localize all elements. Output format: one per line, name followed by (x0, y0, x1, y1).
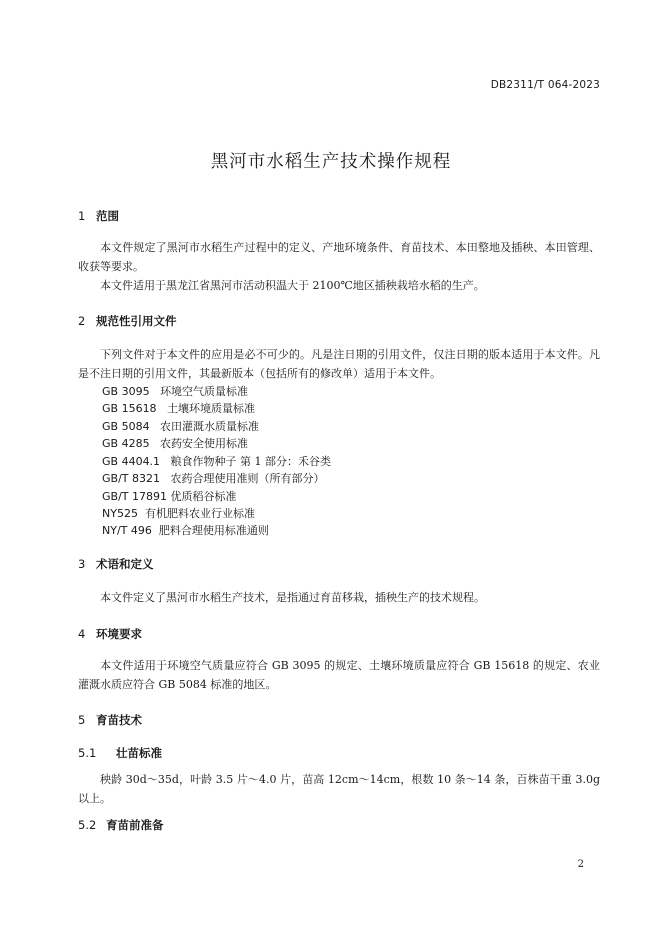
section-4-heading (78, 626, 142, 642)
reference-item (102, 470, 325, 486)
section-title: 育苗前准备 (106, 818, 164, 832)
reference-title: 有机肥料农业行业标准 (144, 507, 255, 520)
section-1-paragraph-2: 本文件适用于黑龙江省黑河市活动积温大于 2100℃地区插秧栽培水稻的生产。 (100, 279, 485, 292)
reference-title: 土壤环境质量标准 (167, 402, 256, 415)
section-title: 范围 (96, 209, 119, 223)
reference-item (102, 418, 259, 434)
reference-title: 肥料合理使用标准通则 (158, 524, 269, 537)
section-title: 环境要求 (96, 627, 142, 641)
reference-title: 农药安全使用标准 (160, 437, 249, 450)
reference-code: GB 5084 (102, 420, 150, 433)
section-5-heading (78, 712, 142, 728)
section-number: 3 (78, 557, 86, 571)
reference-item (102, 435, 248, 451)
reference-item (102, 400, 255, 416)
section-number: 4 (78, 627, 86, 641)
section-number: 1 (78, 209, 86, 223)
section-3-heading (78, 556, 154, 572)
document-title: 黑河市水稻生产技术操作规程 (210, 152, 452, 172)
reference-item (102, 488, 237, 504)
reference-code: GB 3095 (102, 385, 150, 398)
reference-item (102, 505, 255, 521)
page-number: 2 (577, 859, 584, 870)
section-5-1-heading (78, 745, 162, 761)
reference-item (102, 383, 248, 399)
reference-title: 环境空气质量标准 (160, 385, 249, 398)
reference-code: GB/T 8321 (102, 472, 160, 485)
reference-item (102, 453, 331, 469)
reference-code: NY/T 496 (102, 524, 152, 537)
section-5-2-heading (78, 817, 164, 833)
section-4-paragraph-1: 本文件适用于环境空气质量应符合 GB 3095 的规定、土壤环境质量应符合 GB 15618 的规定、农业灌溉水质应符合 GB 5084 标准的地区。 (78, 659, 600, 691)
reference-code: GB 4404.1 (102, 455, 161, 468)
reference-title: 农田灌溉水质量标准 (160, 420, 260, 433)
section-title: 育苗技术 (96, 713, 142, 727)
reference-code: NY525 (102, 507, 138, 520)
section-title: 规范性引用文件 (96, 314, 177, 328)
document-code: DB2311/T 064-2023 (490, 79, 600, 91)
section-1-heading (78, 208, 119, 224)
reference-item (102, 522, 269, 538)
section-2-paragraph-1: 下列文件对于本文件的应用是必不可少的。凡是注日期的引用文件，仅注日期的版本适用于本文件。凡是不注日期的引用文件，其最新版本（包括所有的修改单）适用于本文件。 (78, 348, 600, 380)
section-number: 5.1 (78, 746, 97, 760)
section-title: 术语和定义 (96, 557, 154, 571)
reference-title: 农药合理使用准则（所有部分） (170, 472, 325, 485)
reference-code: GB 4285 (102, 437, 150, 450)
reference-code: GB 15618 (102, 402, 157, 415)
reference-title: 粮食作物种子 第 1 部分：禾谷类 (170, 455, 332, 468)
section-title: 壮苗标准 (116, 746, 162, 760)
reference-code: GB/T 17891 (102, 490, 167, 503)
section-5-1-paragraph-1: 秧龄 30d～35d，叶龄 3.5 片～4.0 片，苗高 12cm～14cm，根数 10 条～14 条，百株苗干重 3.0g 以上。 (78, 773, 600, 805)
section-number: 5 (78, 713, 86, 727)
section-3-paragraph-1: 本文件定义了黑河市水稻生产技术，是指通过育苗移栽，插秧生产的技术规程。 (100, 591, 485, 604)
section-2-heading (78, 313, 177, 329)
section-1-paragraph-1: 本文件规定了黑河市水稻生产过程中的定义、产地环境条件、育苗技术、本田整地及插秧、本田管理、收获等要求。 (78, 241, 600, 273)
reference-title: 优质稻谷标准 (170, 490, 237, 503)
section-number: 5.2 (78, 818, 97, 832)
section-number: 2 (78, 314, 86, 328)
